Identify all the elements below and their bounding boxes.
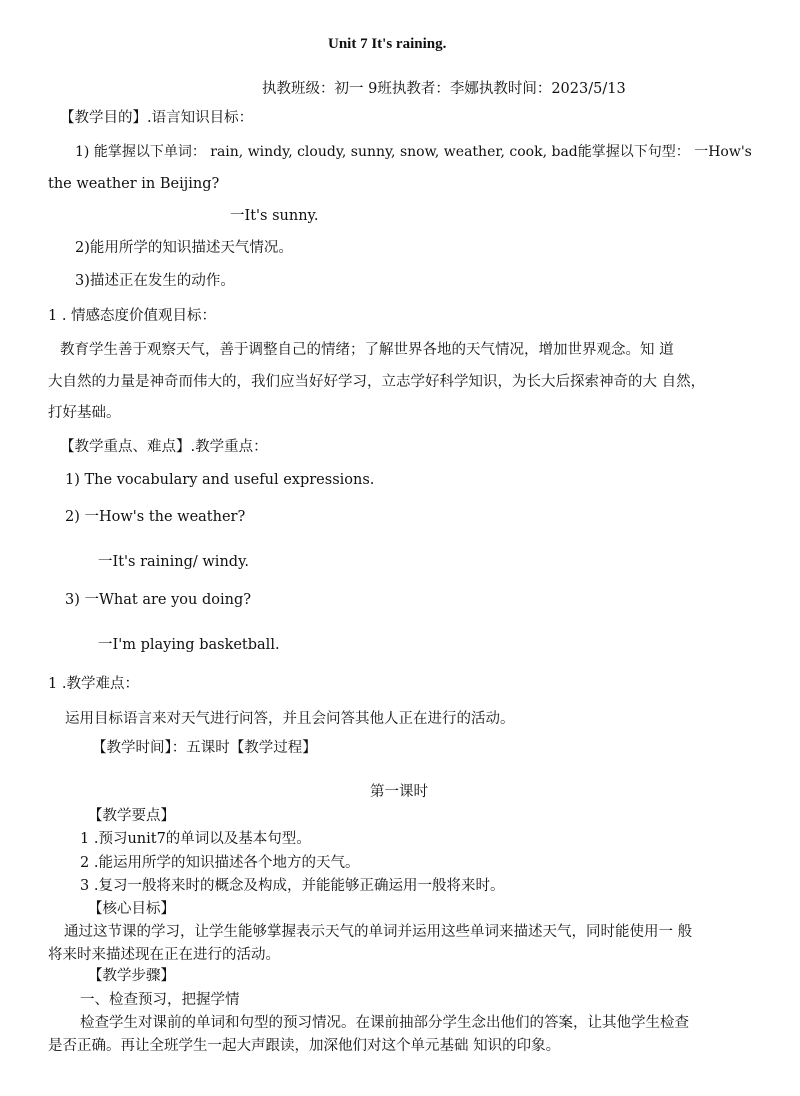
document-title: Unit 7 It's raining. <box>328 36 447 52</box>
step1-line1: 检查学生对课前的单词和句型的预习情况。在课前抽部分学生念出他们的答案，让其他学生检查 <box>80 1015 689 1031</box>
teaching-time-line: 【教学时间】：五课时【教学过程】 <box>92 740 317 756</box>
emotion-line3: 打好基础。 <box>48 405 121 421</box>
goals-heading: 【教学目的】.语言知识目标： <box>60 110 254 126</box>
step1-line2: 是否正确。再让全班学生一起大声跟读，加深他们对这个单元基础 知识的印象。 <box>48 1038 561 1054</box>
goals-item1-line2: the weather in Beijing? <box>48 176 220 192</box>
keypoint-1: 1) The vocabulary and useful expressions. <box>65 472 375 488</box>
core-goal-line2: 将来时来描述现在正在进行的活动。 <box>48 947 280 963</box>
keypoint-2: 2) 一How's the weather? <box>65 509 246 525</box>
difficulty-text: 运用目标语言来对天气进行问答，并且会问答其他人正在进行的活动。 <box>65 711 515 727</box>
lesson1-point-2: 2 .能运用所学的知识描述各个地方的天气。 <box>80 855 360 871</box>
goals-item1-line1: 1) 能掌握以下单词： rain, windy, cloudy, sunny, snow, weather, cook, bad能掌握以下句型： 一How's <box>75 144 752 160</box>
meta-line: 执教班级：初一 9班执教者：李娜执教时间：2023/5/13 <box>262 81 626 97</box>
step1-title: 一、检查预习，把握学情 <box>80 992 240 1008</box>
difficulty-heading: 1 .教学难点： <box>48 676 139 692</box>
lesson1-point-3: 3 .复习一般将来时的概念及构成，并能能够正确运用一般将来时。 <box>80 878 505 894</box>
goals-item3: 3)描述正在发生的动作。 <box>75 273 235 289</box>
keypoint-2-answer: 一It's raining/ windy. <box>98 554 249 570</box>
keypoint-3-answer: 一I'm playing basketball. <box>98 637 280 653</box>
lesson1-points-heading: 【教学要点】 <box>88 808 175 824</box>
goals-item2: 2)能用所学的知识描述天气情况。 <box>75 240 293 256</box>
core-goal-heading: 【核心目标】 <box>88 901 175 917</box>
goals-item1-answer: 一It's sunny. <box>230 208 319 224</box>
steps-heading: 【教学步骤】 <box>88 968 175 984</box>
lesson1-heading: 第一课时 <box>370 784 428 800</box>
emotion-heading: 1 . 情感态度价值观目标： <box>48 308 217 324</box>
emotion-line1: 教育学生善于观察天气，善于调整自己的情绪；了解世界各地的天气情况，增加世界观念。知 道 <box>60 342 674 358</box>
emotion-line2: 大自然的力量是神奇而伟大的，我们应当好好学习，立志学好科学知识，为长大后探索神奇的大 自然， <box>48 374 706 390</box>
core-goal-line1: 通过这节课的学习，让学生能够掌握表示天气的单词并运用这些单词来描述天气，同时能使用一 般 <box>64 924 693 940</box>
keypoint-3: 3) 一What are you doing? <box>65 592 251 608</box>
keypoints-heading: 【教学重点、难点】.教学重点： <box>60 439 268 455</box>
lesson1-point-1: 1 .预习unit7的单词以及基本句型。 <box>80 831 311 847</box>
